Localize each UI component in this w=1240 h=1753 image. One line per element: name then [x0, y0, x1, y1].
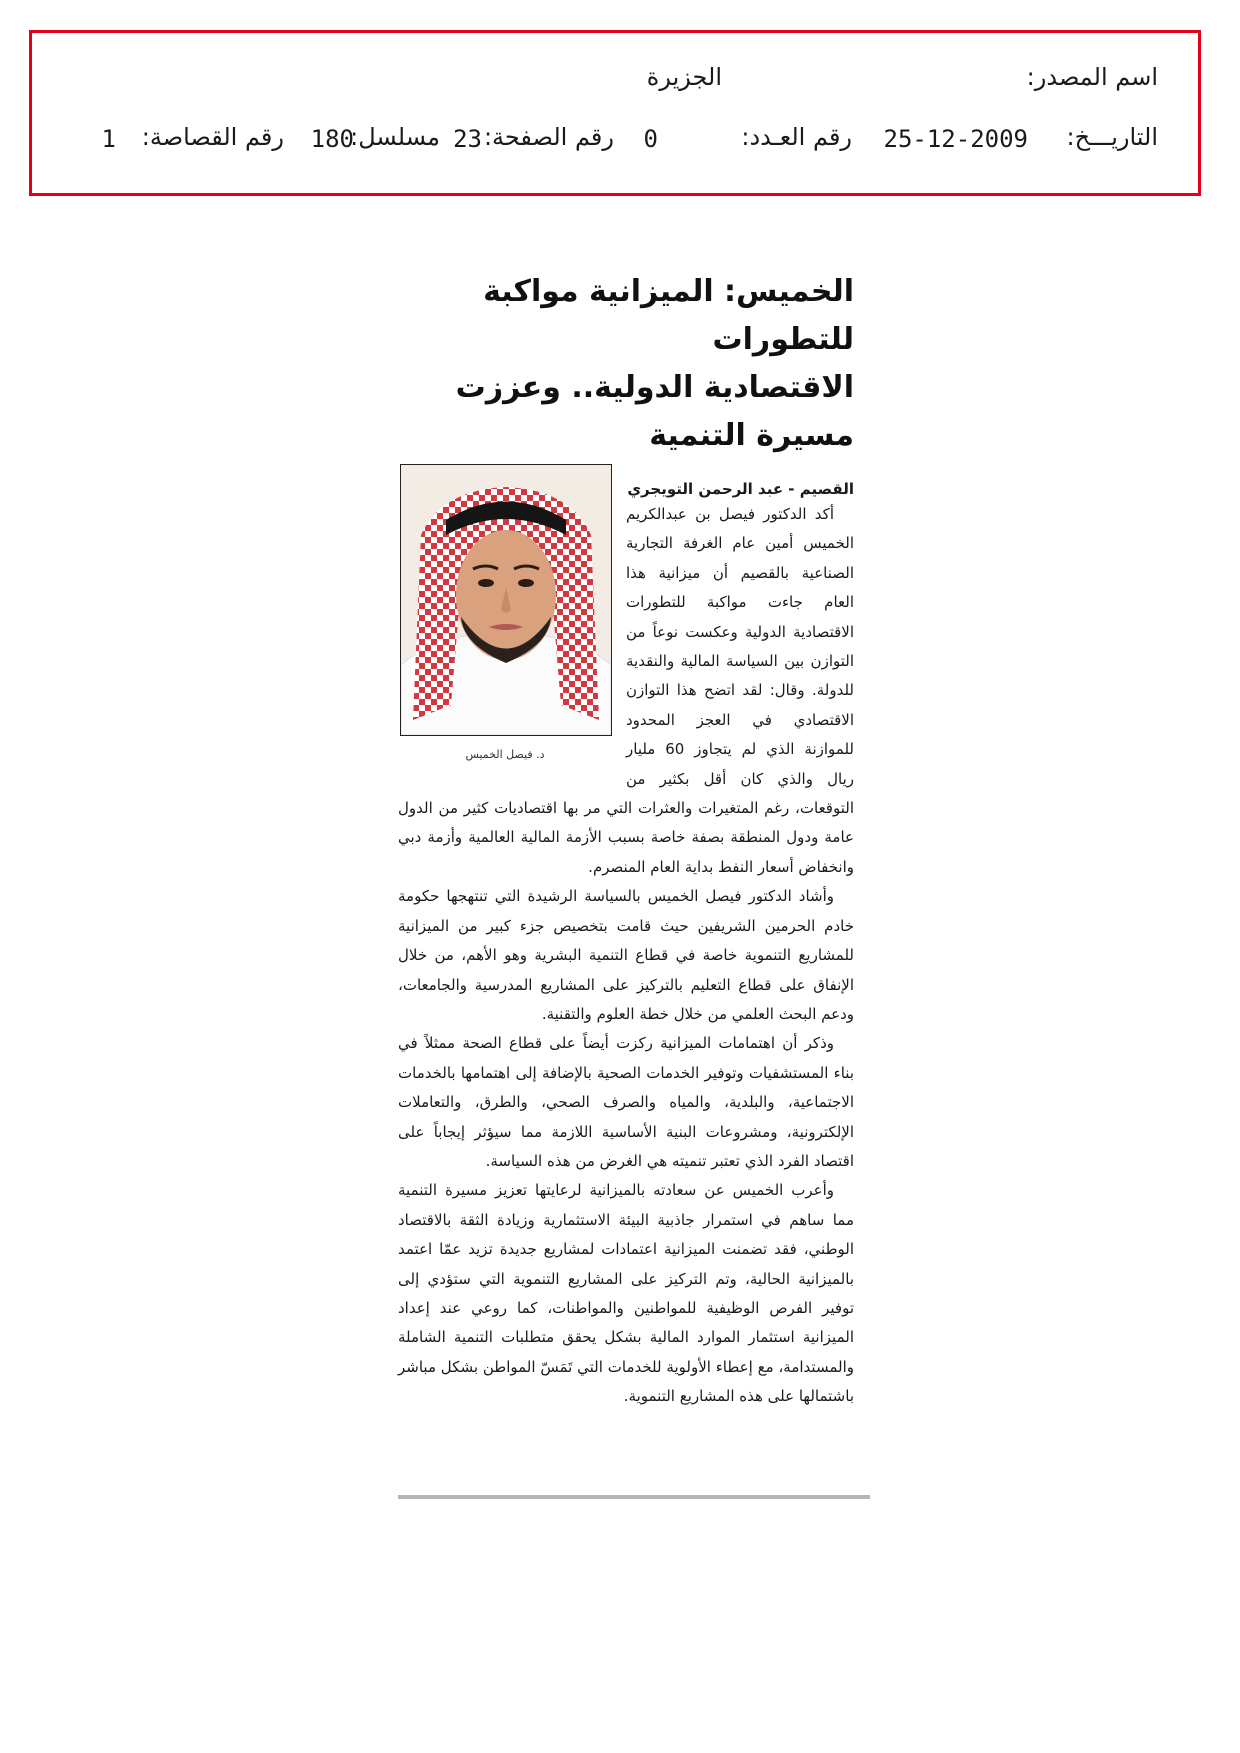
source-label: اسم المصدر:: [1026, 63, 1158, 91]
paragraph-4: وأعرب الخميس عن سعادته بالميزانية لرعايتها تعزيز مسيرة التنمية مما ساهم في استمرار جاذبية البيئة الاستثمارية وزيادة الثقة بالاقتصاد الوطني، فقد تضمنت الميزانية اعتمادات لمشاريع جديدة تزيد عمّا اعتمد بالميزانية الحالية، وتم التركيز على المشاريع التنموية التي ستؤدي إلى توفير الفرص الوظيفية للمواطنين والمواطنات، كما روعي عند إعداد الميزانية استثمار الموارد المالية بشكل يحقق متطلبات التنمية الشاملة والمستدامة، مع إعطاء الأولوية للخدمات التي تَمَسّ المواطن بشكل مباشر باشتمالها على هذه المشاريع التنموية.: [398, 1181, 854, 1406]
portrait-photo: [400, 464, 612, 736]
headline-line-1: الخميس: الميزانية مواكبة للتطورات: [483, 274, 854, 357]
clip-value: 1: [101, 125, 116, 153]
serial-value: 180: [310, 125, 354, 153]
date-value: 25-12-2009: [883, 125, 1028, 153]
paragraph-2: وأشاد الدكتور فيصل الخميس بالسياسة الرشيدة التي تنتهجها حكومة خادم الحرمين الشريفين حيث قامت بتخصيص جزء كبير من الميزانية للمشاريع التنموية خاصة في قطاع التنمية البشرية وهو الأهم، من خلال الإنفاق على قطاع التعليم بالتركيز على المشاريع المدرسية والجامعات، ودعم البحث العلمي من خلال خطة العلوم والتقنية.: [398, 887, 854, 1023]
page-value: 23: [453, 125, 482, 153]
source-value: الجزيرة: [646, 63, 722, 91]
clip-label: رقم القصاصة:: [141, 123, 284, 151]
document-metadata-box: [29, 30, 1201, 196]
issue-label: رقم العـدد:: [741, 123, 852, 151]
newspaper-article: [398, 268, 854, 1412]
photo-caption: د. فيصل الخميس: [465, 748, 545, 761]
date-label: التاريـــخ:: [1066, 123, 1158, 151]
page-label: رقم الصفحة:: [483, 123, 614, 151]
portrait-figure: [398, 464, 612, 761]
paragraph-3: وذكر أن اهتمامات الميزانية ركزت أيضاً على قطاع الصحة ممثلاً في بناء المستشفيات وتوفير الخدمات الصحية بالإضافة إلى اهتمامها بالخدمات الاجتماعية، والبلدية، والمياه والصرف الصحي، والطرق، والتعاملات الإلكترونية، ومشروعات البنية الأساسية اللازمة مما سيؤثر إيجاباً على اقتصاد الفرد الذي تعتبر تنميته هي الغرض من هذه السياسة.: [398, 1034, 854, 1170]
serial-label: مسلسل:: [350, 123, 440, 151]
man-portrait-icon: [401, 465, 611, 735]
article-end-rule: [398, 1495, 870, 1499]
article-headline: [398, 268, 854, 460]
headline-line-2: الاقتصادية الدولية.. وعززت مسيرة التنمية: [455, 370, 854, 453]
issue-value: 0: [643, 125, 658, 153]
article-byline: القصيم - عبد الرحمن التويجري: [627, 480, 854, 498]
paragraph-1: أكد الدكتور فيصل بن عبدالكريم الخميس أمين عام الغرفة التجارية الصناعية بالقصيم أن ميزانية هذا العام جاءت مواكبة للتطورات الاقتصادية الدولية وعكست نوعاً من التوازن بين السياسة المالية والنقدية للدولة. وقال: لقد اتضح هذا التوازن الاقتصادي في العجز المحدود للموازنة الذي لم يتجاوز 60 مليار ريال والذي كان أقل بكثير من التوقعات، رغم المتغيرات والعثرات التي مر بها اقتصاديات كثير من الدول عامة ودول المنطقة بصفة خاصة بسبب الأزمة المالية العالمية وأزمة دبي وانخفاض أسعار النفط بداية العام المنصرم.: [398, 505, 854, 876]
